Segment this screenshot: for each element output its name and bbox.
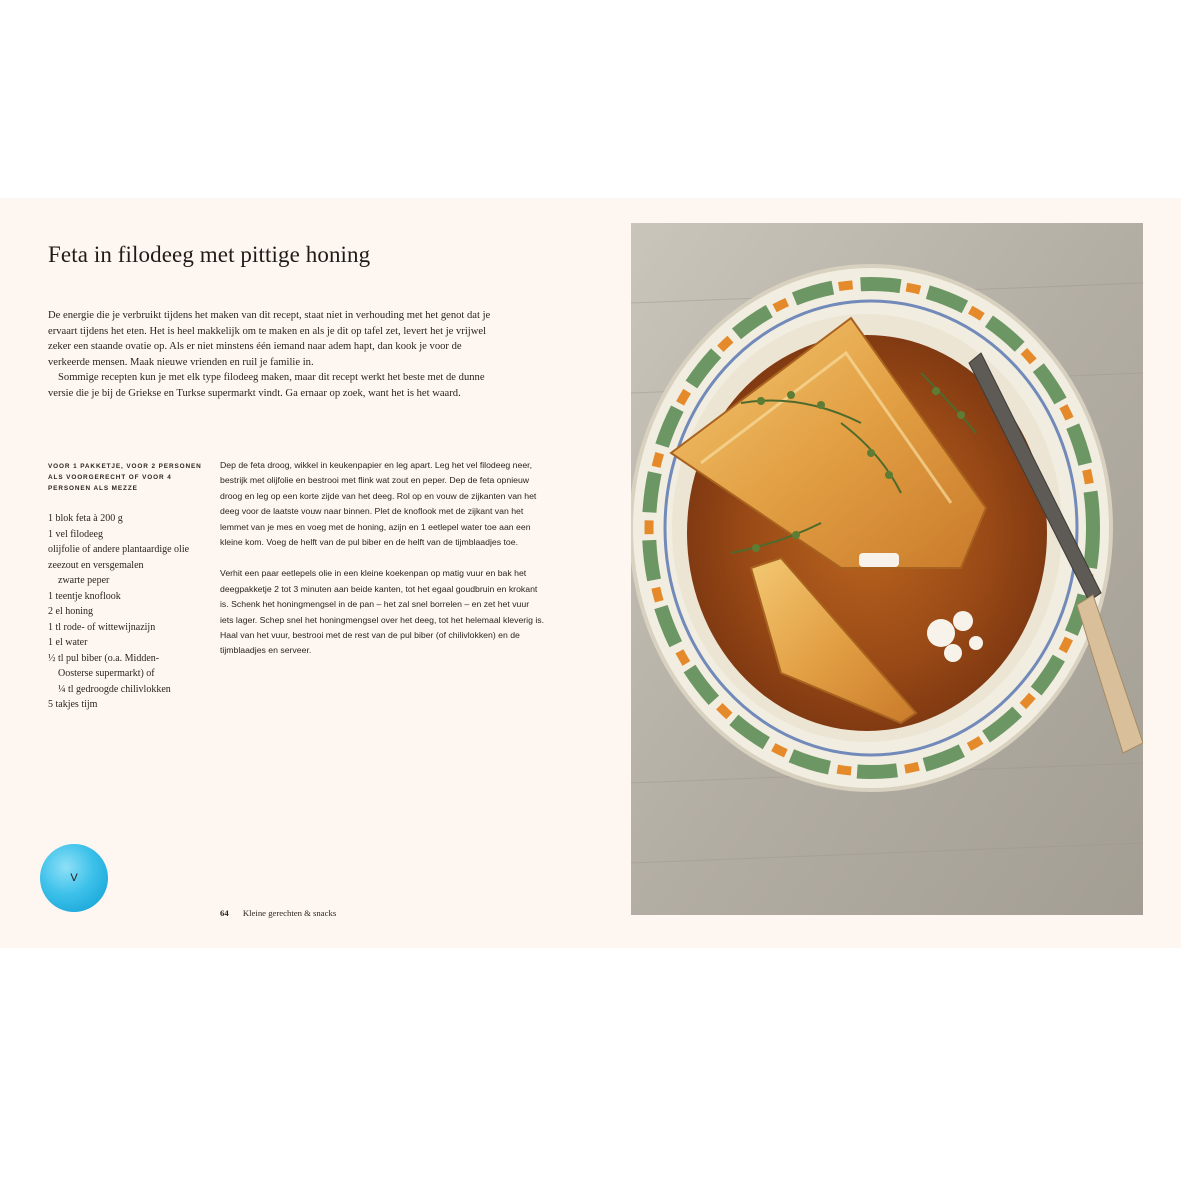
book-spread [0,198,1181,948]
section-name: Kleine gerechten & snacks [242,908,337,918]
page-number: 64 [220,908,229,918]
recipe-title: Feta in filodeeg met pittige honing [48,242,371,267]
method-text [220,458,545,675]
method-paragraph: Dep de feta droog, wikkel in keukenpapier en leg apart. Leg het vel filodeeg neer, bestrijk met olijfolie en bestrooi met flink wat zout en peper. Dep de feta opnieuw droog en leg op een korte zijde van het deeg. Rol op en vouw de zijkanten van het deeg voor de laatste vouw naar binnen. Plet de knoflook met de zijkant van het lemmet van je mes en voeg met de honing, azijn en 1 eetlepel water toe aan een kleine kom. Voeg de helft van de pul biber en de helft van de tijmblaadjes toe. [220,460,537,548]
ingredient-item: 1 blok feta à 200 g [48,513,123,524]
ingredient-item: ¼ tl gedroogde chilivlokken [58,683,171,695]
method-paragraph: Verhit een paar eetlepels olie in een kleine koekenpan op matig vuur en bak het deegpakketje 2 tot 3 minuten aan beide kanten, tot het egaal goudbruin en krokant is. Schenk het honingmengsel in de pan – het zal snel borrelen – en zet het vuur iets lager. Schep snel het honingmengsel over het deeg, tot het helemaal kleverig is. Haal van het vuur, bestrooi met de rest van de pul biber (of chilivlokken) en de tijmblaadjes en serveer. [220,568,545,656]
recipe-photo [631,223,1143,915]
intro-paragraph: Sommige recepten kun je met elk type filodeeg maken, maar dit recept werkt het beste met de dunne versie die je bij de Griekse en Turkse supermarkt vindt. Ga ernaar op zoek, want het is het waard. [48,372,485,399]
ingredient-list [48,511,218,713]
intro-paragraph: De energie die je verbruikt tijdens het maken van dit recept, staat niet in verhouding met het genot dat je ervaart tijdens het eten. Het is heel makkelijk om te maken en als je dit op tafel zet, levert het je vrijwel zeker een staande ovatie op. Als er niet minstens één iemand naar adem hapt, dan kook je voor de verkeerde mensen. Maak nieuwe vrienden en ruil je familie in. [48,310,491,368]
bowl-with-feta-filo-icon [631,223,1143,915]
ingredient-item: olijfolie of andere plantaardige olie [48,544,190,555]
ingredient-item: zwarte peper [58,575,110,586]
page-footer [220,908,336,918]
ingredient-item: 1 tl rode- of wittewijnazijn [48,621,156,633]
ingredient-item: 1 vel filodeeg [48,528,103,540]
ingredient-item: ½ tl pul biber (o.a. Midden- [48,652,160,664]
ingredient-item: 2 el honing [48,606,93,617]
ingredient-item: 5 takjes tijm [48,699,98,710]
ingredient-item: 1 el water [48,637,88,648]
ingredient-item: zeezout en versgemalen [48,559,144,571]
badge-label: V [70,872,78,884]
vegetarian-badge [40,844,108,912]
ingredient-item: 1 teentje knoflook [48,590,121,602]
ingredient-item: Oosterse supermarkt) of [58,668,155,679]
servings-note: VOOR 1 PAKKETJE, VOOR 2 PERSONEN ALS VOORGERECHT OF VOOR 4 PERSONEN ALS MEZZE [48,463,202,492]
recipe-intro [48,308,493,402]
